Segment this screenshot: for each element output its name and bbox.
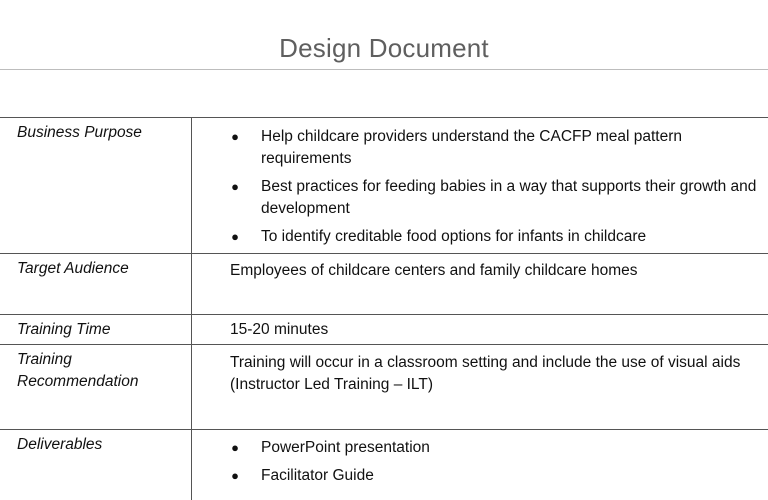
- list-item-text: Facilitator Guide: [261, 467, 374, 484]
- row-label: Training Recommendation: [0, 345, 192, 429]
- bullet-list: [230, 126, 758, 248]
- table-row-business-purpose: [0, 118, 768, 254]
- list-item: [230, 437, 758, 459]
- bullet-list: [230, 437, 758, 487]
- row-label: Deliverables: [0, 430, 192, 500]
- row-label: Training Time: [0, 315, 192, 344]
- bullet-icon: ●: [231, 229, 239, 244]
- design-table: [0, 117, 768, 500]
- row-content: Training will occur in a classroom setting and include the use of visual aids (Instructor Led Training – ILT): [230, 354, 741, 393]
- table-row-training-time: [0, 315, 768, 345]
- list-item: [230, 176, 758, 220]
- row-content: 15-20 minutes: [230, 321, 329, 338]
- list-item-text: PowerPoint presentation: [261, 439, 430, 456]
- row-label: Target Audience: [0, 254, 192, 314]
- row-label: Business Purpose: [0, 118, 192, 253]
- list-item: [230, 226, 758, 248]
- list-item: [230, 126, 758, 170]
- list-item-text: Best practices for feeding babies in a way that supports their growth and development: [261, 178, 757, 217]
- document-title: Design Document: [279, 33, 489, 63]
- bullet-icon: ●: [231, 179, 239, 194]
- bullet-icon: ●: [231, 468, 239, 483]
- list-item: [230, 465, 758, 487]
- row-content: Employees of childcare centers and family childcare homes: [230, 262, 638, 279]
- list-item-text: To identify creditable food options for infants in childcare: [261, 228, 647, 245]
- list-item-text: Help childcare providers understand the CACFP meal pattern requirements: [261, 128, 683, 167]
- title-divider: [0, 69, 768, 70]
- table-row-target-audience: [0, 254, 768, 315]
- table-row-training-recommendation: [0, 345, 768, 430]
- bullet-icon: ●: [231, 440, 239, 455]
- bullet-icon: ●: [231, 129, 239, 144]
- row-content: [192, 118, 768, 253]
